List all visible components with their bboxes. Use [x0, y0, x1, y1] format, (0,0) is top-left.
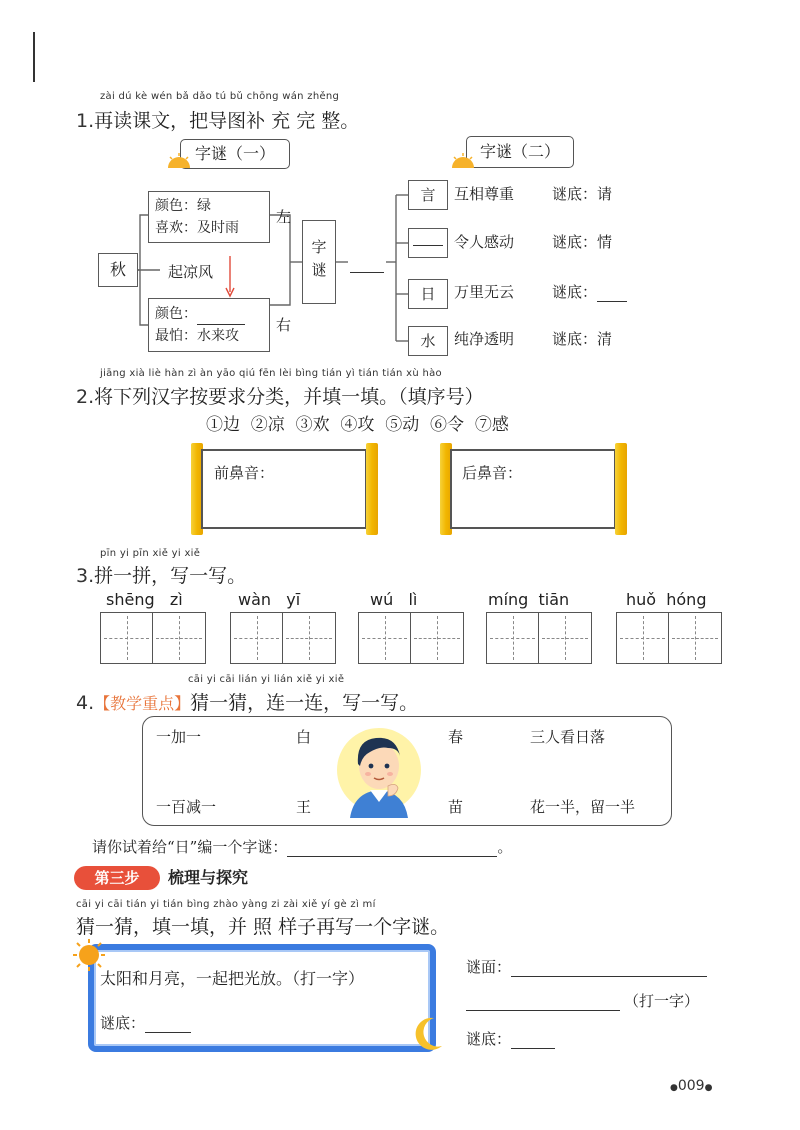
- writing-grid-2[interactable]: [230, 612, 336, 664]
- q5-title: 猜一猜，填一填，并 照 样子再写一个字谜。: [76, 916, 450, 938]
- riddle-answer: 谜底：: [100, 1012, 191, 1033]
- bottom-box-line2: 最怕：水来攻: [155, 328, 239, 344]
- scroll1-right-rod: [366, 443, 378, 535]
- row3-answer: 谜底：: [552, 281, 627, 302]
- riddle-frame: [88, 944, 436, 1052]
- q4-text: 猜一猜，连一连，写一写。: [190, 692, 419, 714]
- q5-pinyin: cāi yi cāi tián yi tián bìng zhào yàng zi zài xiě yí gè zì mí: [76, 899, 376, 910]
- q2-pinyin: jiāng xià liè hàn zì àn yāo qiú fēn lèi bìng tián yì tián tián xù hào: [100, 368, 442, 379]
- row2-answer: 谜底：情: [552, 233, 613, 251]
- q4-prompt: 请你试着给“日”编一个字谜： 。: [92, 838, 513, 856]
- riddle-top-3[interactable]: 春: [448, 728, 464, 746]
- center-answer-blank[interactable]: [350, 272, 384, 273]
- q4-pinyin: cāi yi cāi lián yi lián xiě yi xiě: [188, 674, 345, 685]
- riddle-bottom-2[interactable]: 王: [296, 798, 312, 816]
- riddle1-title-text: 字谜（一）: [194, 144, 275, 163]
- q3-pinyin: pīn yi pīn xiě yi xiě: [100, 548, 201, 559]
- q2-text: 将下列汉字按要求分类，并填一填。（填序号）: [94, 386, 484, 408]
- row4-answer: 谜底：清: [552, 330, 613, 348]
- mimian-field: 谜面：: [466, 956, 707, 977]
- row1-clue: 互相尊重: [454, 185, 515, 203]
- page-number: ●009●: [670, 1078, 713, 1094]
- row2-char-blank[interactable]: [413, 245, 443, 246]
- row3-clue: 万里无云: [454, 283, 515, 301]
- scroll2-box[interactable]: [450, 449, 616, 529]
- pinyin-group-4: míng tiān: [488, 590, 570, 609]
- riddle2-title-text: 字谜（二）: [479, 142, 560, 161]
- riddle-text: 太阳和月亮，一起把光放。（打一字）: [100, 969, 365, 988]
- moon-icon: [414, 1016, 444, 1056]
- q4-tag: 【教学重点】: [94, 694, 191, 713]
- writing-grid-3[interactable]: [358, 612, 464, 664]
- answer-field-2: 谜底：: [466, 1028, 555, 1049]
- row4-clue: 纯净透明: [454, 330, 515, 348]
- right-label: 右: [276, 316, 292, 334]
- left-box-line2: 喜欢：及时雨: [155, 220, 239, 236]
- row1-char-box: 言: [408, 180, 448, 210]
- pinyin-group-3: wú lì: [370, 590, 418, 609]
- page-dot-right: ●: [704, 1083, 713, 1093]
- q3-title: 3.拼一拼，写一写。: [76, 565, 247, 587]
- q2-title: 2.将下列汉字按要求分类，并填一填。（填序号）: [76, 386, 484, 408]
- back-nasal-label: 后鼻音：: [462, 464, 523, 482]
- row2-clue: 令人感动: [454, 233, 515, 251]
- section-badge: 第三步: [74, 866, 160, 890]
- middle-text: 起凉风: [168, 263, 214, 281]
- row1-answer: 谜底：请: [552, 185, 613, 203]
- mimian-blank[interactable]: [511, 960, 707, 977]
- q4-title: 4.【教学重点】猜一猜，连一连，写一写。: [76, 692, 419, 714]
- pinyin-group-2: wàn yī: [238, 590, 301, 609]
- writing-grid-1[interactable]: [100, 612, 206, 664]
- riddle-bottom-4[interactable]: 花一半，留一半: [530, 798, 636, 816]
- page-dot-left: ●: [670, 1083, 678, 1093]
- left-top-box: [148, 191, 270, 243]
- mindmap-lines: [0, 0, 800, 380]
- bottom-box-line1: 颜色：: [155, 303, 263, 325]
- q1-number: 1.: [76, 110, 95, 132]
- q2-options: ①边 ②凉 ③欢 ④攻 ⑤动 ⑥令 ⑦感: [206, 415, 509, 435]
- q1-text: 再读课文，把导图补 充 完 整。: [94, 110, 360, 132]
- answer-blank-2[interactable]: [511, 1032, 555, 1049]
- row2-char-box: [408, 228, 448, 258]
- row3-char-box: 日: [408, 279, 448, 309]
- boy-illustration: [336, 726, 422, 822]
- row4-char-box: 水: [408, 326, 448, 356]
- writing-grid-4[interactable]: [486, 612, 592, 664]
- scroll1-box[interactable]: [201, 449, 367, 529]
- left-bottom-box: [148, 298, 270, 352]
- center-box-text: 字谜: [309, 239, 328, 285]
- scroll2-right-rod: [615, 443, 627, 535]
- riddle-bottom-1[interactable]: 一百减一: [156, 798, 217, 816]
- pinyin-group-5: huǒ hóng: [626, 590, 707, 609]
- color-answer-blank[interactable]: [197, 308, 245, 325]
- mimian-blank-2[interactable]: [466, 994, 620, 1011]
- mimian-line2: （打一字）: [466, 990, 699, 1011]
- riddle-write-blank[interactable]: [287, 840, 497, 857]
- left-box-line1: 颜色：绿: [155, 198, 211, 214]
- riddle-top-2[interactable]: 白: [296, 728, 312, 746]
- row3-answer-blank[interactable]: [597, 285, 627, 302]
- riddle-answer-blank[interactable]: [145, 1016, 191, 1033]
- riddle-top-1[interactable]: 一加一: [156, 728, 202, 746]
- riddle-top-4[interactable]: 三人看日落: [530, 728, 606, 746]
- front-nasal-label: 前鼻音：: [214, 464, 275, 482]
- center-box: [302, 220, 336, 304]
- left-label: 左: [276, 208, 292, 226]
- q3-text: 拼一拼，写一写。: [94, 565, 247, 587]
- riddle-bottom-3[interactable]: 苗: [448, 798, 464, 816]
- pinyin-group-1: shēng zì: [106, 590, 183, 609]
- writing-grid-5[interactable]: [616, 612, 722, 664]
- section-title: 梳理与探究: [168, 868, 249, 887]
- root-char: 秋: [109, 260, 126, 279]
- q1-pinyin: zài dú kè wén bǎ dǎo tú bǔ chōng wán zhěng: [100, 91, 340, 102]
- root-box: [98, 253, 138, 287]
